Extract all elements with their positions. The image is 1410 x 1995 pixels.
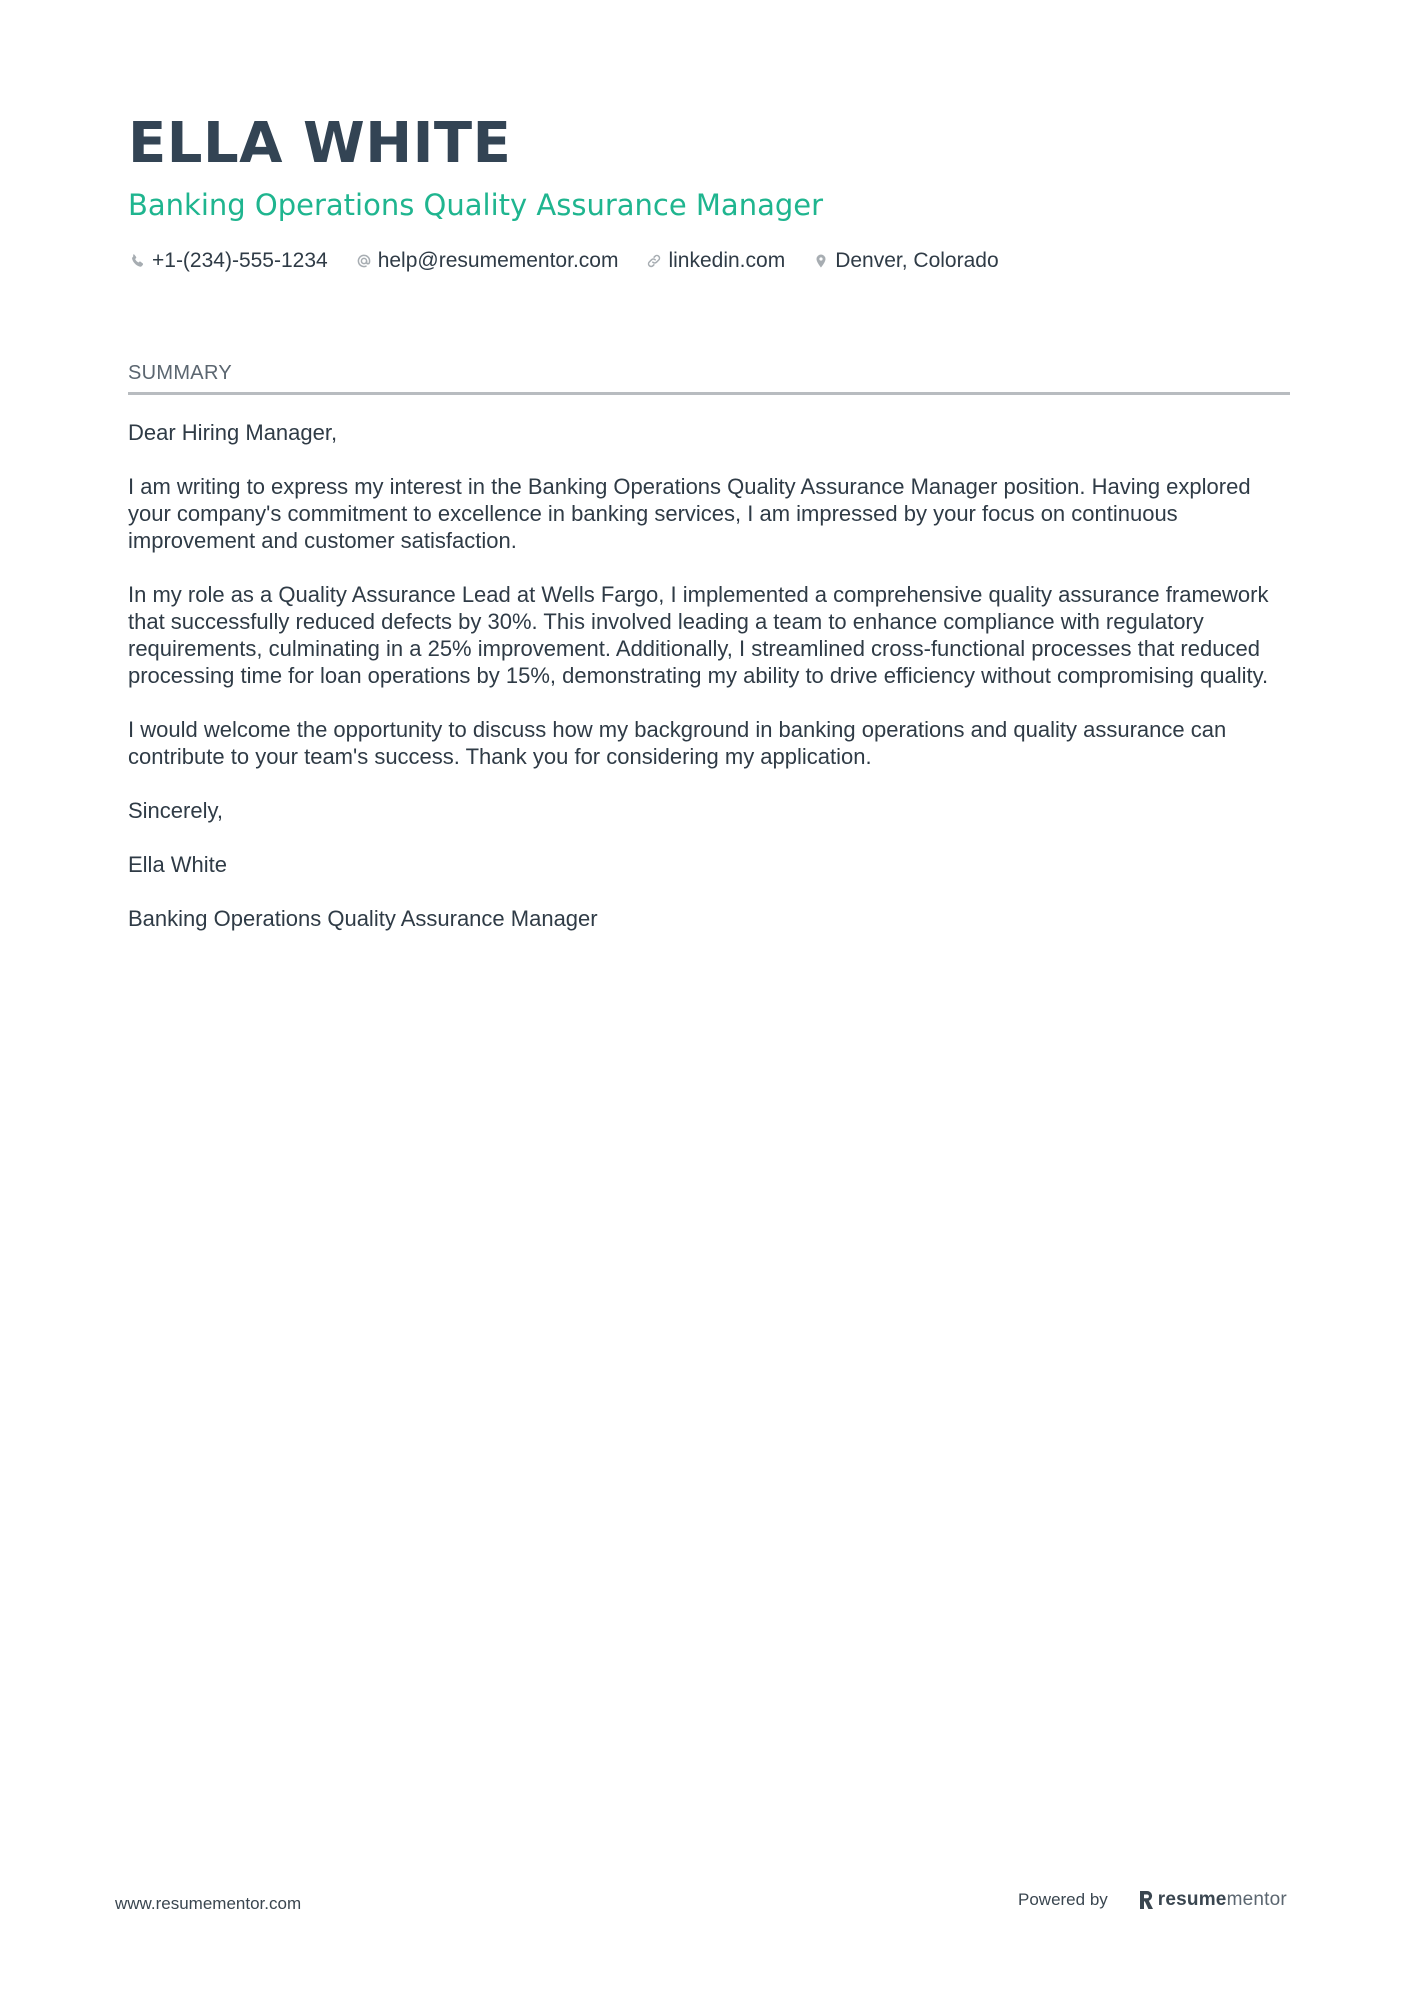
contact-phone — [128, 246, 328, 276]
phone-value: +1-(234)-555-1234 — [152, 249, 328, 272]
email-value: help@resumementor.com — [377, 249, 619, 272]
link-icon — [644, 251, 664, 271]
letter-paragraph: I would welcome the opportunity to discuss how my background in banking operations and quality assurance can contribute to your team's success. Thank you for considering my application. — [128, 717, 1227, 769]
logo-wordmark-light: mentor — [1226, 1889, 1287, 1910]
letter-body — [128, 419, 1290, 932]
contact-location — [811, 246, 998, 276]
contact-linkedin — [644, 246, 785, 276]
phone-icon — [128, 251, 148, 271]
footer-branding — [1018, 1888, 1287, 1912]
letter-paragraph: I am writing to express my interest in the Banking Operations Quality Assurance Manager position. Having explored your company's commitment to excellence in banking services, I am impressed by your focus on continuous improvement and customer satisfaction. — [128, 474, 1251, 553]
map-pin-icon — [811, 251, 831, 271]
footer-website-link[interactable]: www.resumementor.com — [115, 1894, 302, 1913]
logo-wordmark-bold: resume — [1157, 1889, 1227, 1910]
resumementor-logo[interactable] — [1138, 1888, 1287, 1912]
resumementor-logo-icon — [1138, 1889, 1154, 1911]
candidate-name: ELLA WHITE — [128, 111, 512, 176]
location-value: Denver, Colorado — [835, 249, 999, 272]
signature-name: Ella White — [128, 852, 228, 877]
candidate-title: Banking Operations Quality Assurance Manager — [128, 188, 824, 222]
letter-paragraph: In my role as a Quality Assurance Lead at Wells Fargo, I implemented a comprehensive quality assurance framework that successfully reduced defects by 30%. This involved leading a team to enhance compliance with regulatory requirements, culminating in a 25% improvement. Additionally, I streamlined cross-functional processes that reduced processing time for loan operations by 15%, demonstrating my ability to drive efficiency without compromising quality. — [128, 582, 1269, 688]
section-heading: SUMMARY — [128, 360, 1290, 395]
header — [128, 108, 1288, 276]
contact-bar — [128, 246, 1288, 276]
signature-title: Banking Operations Quality Assurance Manager — [128, 906, 598, 931]
logo-wordmark — [1158, 1888, 1287, 1912]
contact-email — [354, 246, 619, 276]
linkedin-value: linkedin.com — [668, 249, 786, 272]
powered-by-label: Powered by — [1018, 1890, 1108, 1909]
at-icon — [354, 251, 374, 271]
letter-closing: Sincerely, — [128, 798, 223, 823]
letter-greeting: Dear Hiring Manager, — [128, 420, 338, 445]
summary-section — [128, 360, 1290, 959]
